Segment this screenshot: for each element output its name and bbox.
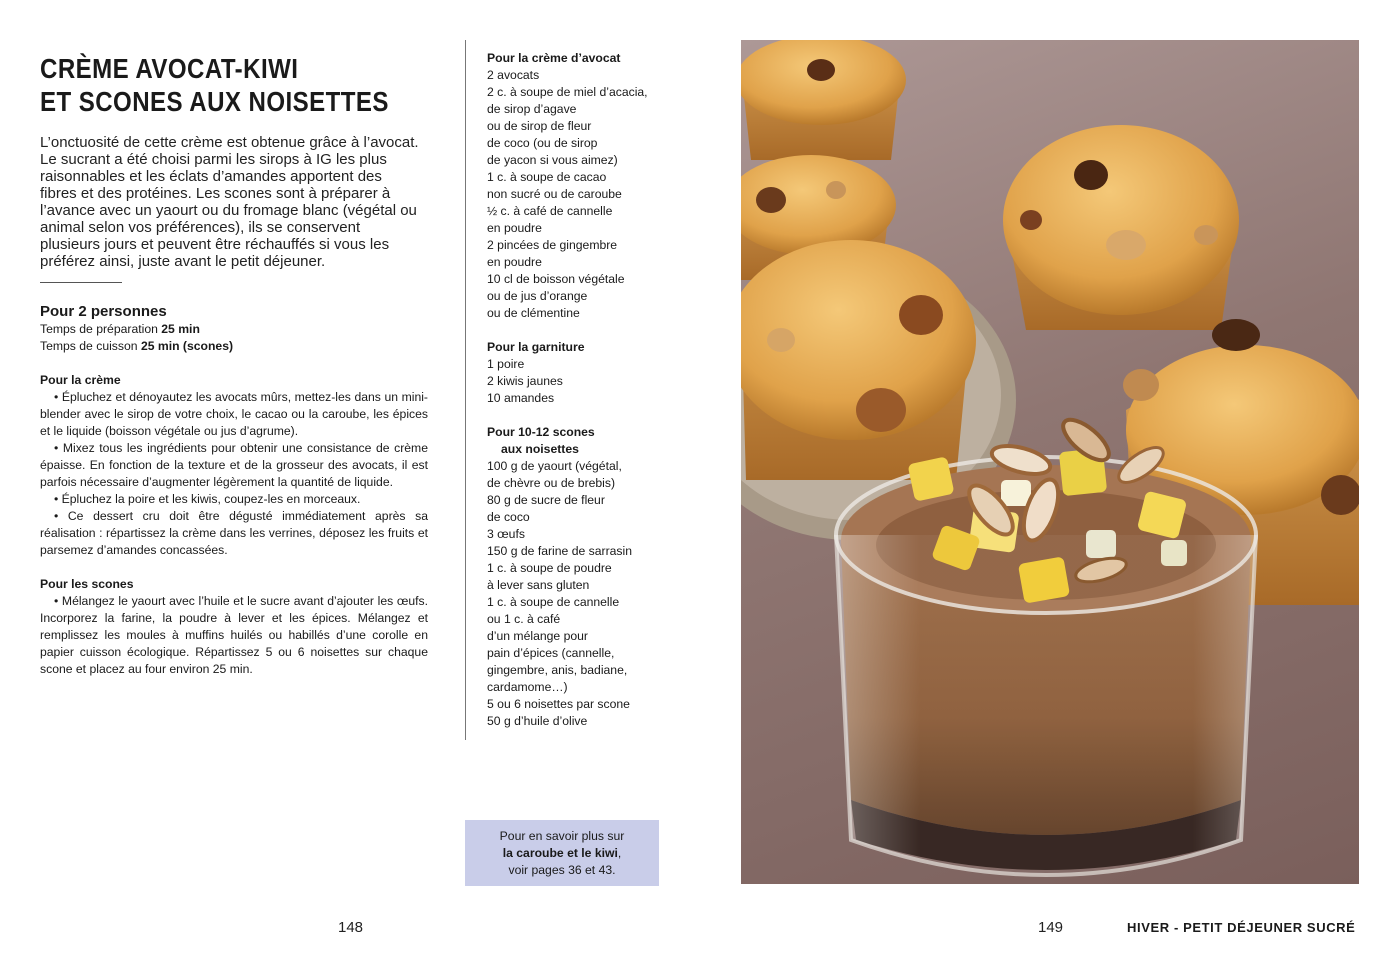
column-divider <box>465 40 466 740</box>
ingredient-item <box>487 356 707 373</box>
ingredient-item <box>487 67 707 84</box>
ingredient-item <box>487 543 707 560</box>
scones-step: • Mélangez le yaourt avec l’huile et le sucre avant d’ajouter les œufs. Incorporez la farine, la poudre à lever et les épices. Mélangez et remplissez les moules à muffins huilés ou habillés d’une corolle en papier cuisson écologique. Répartissez 5 ou 6 noisettes sur chaque scone et placez au four environ 25 min. <box>40 594 428 676</box>
ingredient-line: ou de jus d’orange <box>487 289 588 303</box>
ingredient-line: 2 kiwis jaunes <box>487 374 563 388</box>
ingredient-line: 2 avocats <box>487 68 540 82</box>
ingredient-line: gingembre, anis, badiane, <box>487 663 628 677</box>
garnish-heading: Pour la garniture <box>487 340 585 354</box>
prep-time-label: Temps de préparation <box>40 322 158 336</box>
ingredient-list <box>487 67 707 322</box>
ingredient-item <box>487 84 707 169</box>
ingredient-item <box>487 560 707 594</box>
prep-time-value: 25 min <box>161 322 200 336</box>
ingredient-line: ou 1 c. à café <box>487 612 561 626</box>
cream-step: • Épluchez la poire et les kiwis, coupez-les en morceaux. <box>54 492 361 506</box>
ingredient-item <box>487 203 707 237</box>
muffin <box>741 240 976 480</box>
garnish-ingredients <box>487 339 707 407</box>
scones-ingredients-heading <box>487 424 707 458</box>
ingredient-line: 10 cl de boisson végétale <box>487 272 625 286</box>
ingredient-line: 1 poire <box>487 357 525 371</box>
page-number-right: 149 <box>1038 919 1064 936</box>
cook-time-label: Temps de cuisson <box>40 339 138 353</box>
ingredient-line: 80 g de sucre de fleur <box>487 493 605 507</box>
ingredient-item <box>487 696 707 713</box>
ingredient-list <box>487 458 707 730</box>
scones-ingredients <box>487 424 707 730</box>
recipe-photo <box>741 40 1359 884</box>
ingredient-item <box>487 271 707 322</box>
ingredient-line: 150 g de farine de sarrasin <box>487 544 632 558</box>
ingredient-line: 10 amandes <box>487 391 555 405</box>
cook-time <box>40 338 428 355</box>
ingredient-line: 3 œufs <box>487 527 525 541</box>
ingredient-item <box>487 526 707 543</box>
ingredient-line: cardamome…) <box>487 680 568 694</box>
ingredient-list <box>487 356 707 407</box>
recipe-title <box>40 52 389 118</box>
cream-step: • Épluchez et dénoyautez les avocats mûrs, mettez-les dans un mini-blender avec le sirop de votre choix, le cacao ou la caroube, les épices et le liquide (boisson végétale ou jus d’agrume). <box>40 390 428 438</box>
ingredients-column <box>487 50 707 747</box>
cook-time-value: 25 min (scones) <box>140 339 234 353</box>
see-also-line-1: Pour en savoir plus sur <box>499 828 625 843</box>
cream-step: • Ce dessert cru doit être dégusté immédiatement après sa réalisation : répartissez la crème dans les verrines, déposez les fruits et parsemez d’amandes concassées. <box>40 509 428 557</box>
ingredient-line: 1 c. à soupe de cacao <box>487 170 607 184</box>
ingredient-line: en poudre <box>487 221 542 235</box>
recipe-title-line-1: CRÈME AVOCAT-KIWI <box>40 53 299 84</box>
see-also-line-2 <box>465 845 659 862</box>
ingredient-item <box>487 458 707 492</box>
ingredient-line: 1 c. à soupe de poudre <box>487 561 612 575</box>
ingredient-line: à lever sans gluten <box>487 578 590 592</box>
ingredient-line: 100 g de yaourt (végétal, <box>487 459 622 473</box>
ingredient-line: 2 pincées de gingembre <box>487 238 618 252</box>
scones-heading-line: aux noisettes <box>501 442 579 456</box>
ingredient-line: de chèvre ou de brebis) <box>487 476 616 490</box>
avocado-cream-ingredients <box>487 50 707 322</box>
ingredient-line: pain d’épices (cannelle, <box>487 646 615 660</box>
scones-method-heading: Pour les scones <box>40 577 134 591</box>
intro-divider <box>40 282 122 283</box>
ingredient-line: ou de sirop de fleur <box>487 119 592 133</box>
ingredient-line: en poudre <box>487 255 542 269</box>
ingredient-line: 50 g d’huile d’olive <box>487 714 588 728</box>
ingredient-item <box>487 390 707 407</box>
ingredient-line: de yacon si vous aimez) <box>487 153 618 167</box>
ingredient-item <box>487 237 707 271</box>
servings: Pour 2 personnes <box>40 303 167 320</box>
muffin <box>741 40 906 160</box>
ingredient-line: de sirop d’agave <box>487 102 577 116</box>
see-also-topic: la caroube et le kiwi <box>502 845 618 860</box>
ingredient-line: de coco (ou de sirop <box>487 136 598 150</box>
ingredient-item <box>487 594 707 696</box>
method-column <box>40 303 428 678</box>
ingredient-line: ou de clémentine <box>487 306 580 320</box>
ingredient-line: 2 c. à soupe de miel d’acacia, <box>487 85 648 99</box>
cream-step: • Mixez tous les ingrédients pour obtenir une consistance de crème épaisse. En fonction de la texture et de la grosseur des avocats, il est parfois nécessaire d’augmenter légèrement la quantité de liquide. <box>40 441 428 489</box>
ingredient-item <box>487 492 707 526</box>
prep-time <box>40 321 428 338</box>
recipe-title-line-2: ET SCONES AUX NOISETTES <box>40 86 389 117</box>
avocado-cream-heading: Pour la crème d’avocat <box>487 51 621 65</box>
ingredient-item <box>487 373 707 390</box>
ingredient-item <box>487 713 707 730</box>
ingredient-line: 5 ou 6 noisettes par scone <box>487 697 630 711</box>
cream-method-heading: Pour la crème <box>40 373 121 387</box>
ingredient-line: ½ c. à café de cannelle <box>487 204 613 218</box>
page-number-left: 148 <box>338 919 364 936</box>
muffin <box>1003 125 1239 330</box>
ingredient-line: 1 c. à soupe de cannelle <box>487 595 620 609</box>
see-also-line-3: voir pages 36 et 43. <box>508 862 616 877</box>
food-illustration <box>741 40 1359 884</box>
scones-heading-line: Pour 10-12 scones <box>487 425 595 439</box>
ingredient-line: non sucré ou de caroube <box>487 187 622 201</box>
recipe-intro: L’onctuosité de cette crème est obtenue grâce à l’avocat. Le sucrant a été choisi parmi les sirops à IG les plus raisonnables et les éclats d’amandes apportent des fibres et des protéines. Les scones sont à préparer à l’avance avec un yaourt ou du fromage blanc (végétal ou animal selon vos préférences), ils se conservent plusieurs jours et peuvent être réchauffés si vous les préférez ainsi, juste avant le petit déjeuner. <box>40 134 419 270</box>
ingredient-line: de coco <box>487 510 530 524</box>
ingredient-line: d’un mélange pour <box>487 629 588 643</box>
section-label: HIVER - PETIT DÉJEUNER SUCRÉ <box>1127 920 1356 935</box>
ingredient-item <box>487 169 707 203</box>
see-also-comma: , <box>617 845 622 860</box>
see-also-box <box>465 820 659 886</box>
